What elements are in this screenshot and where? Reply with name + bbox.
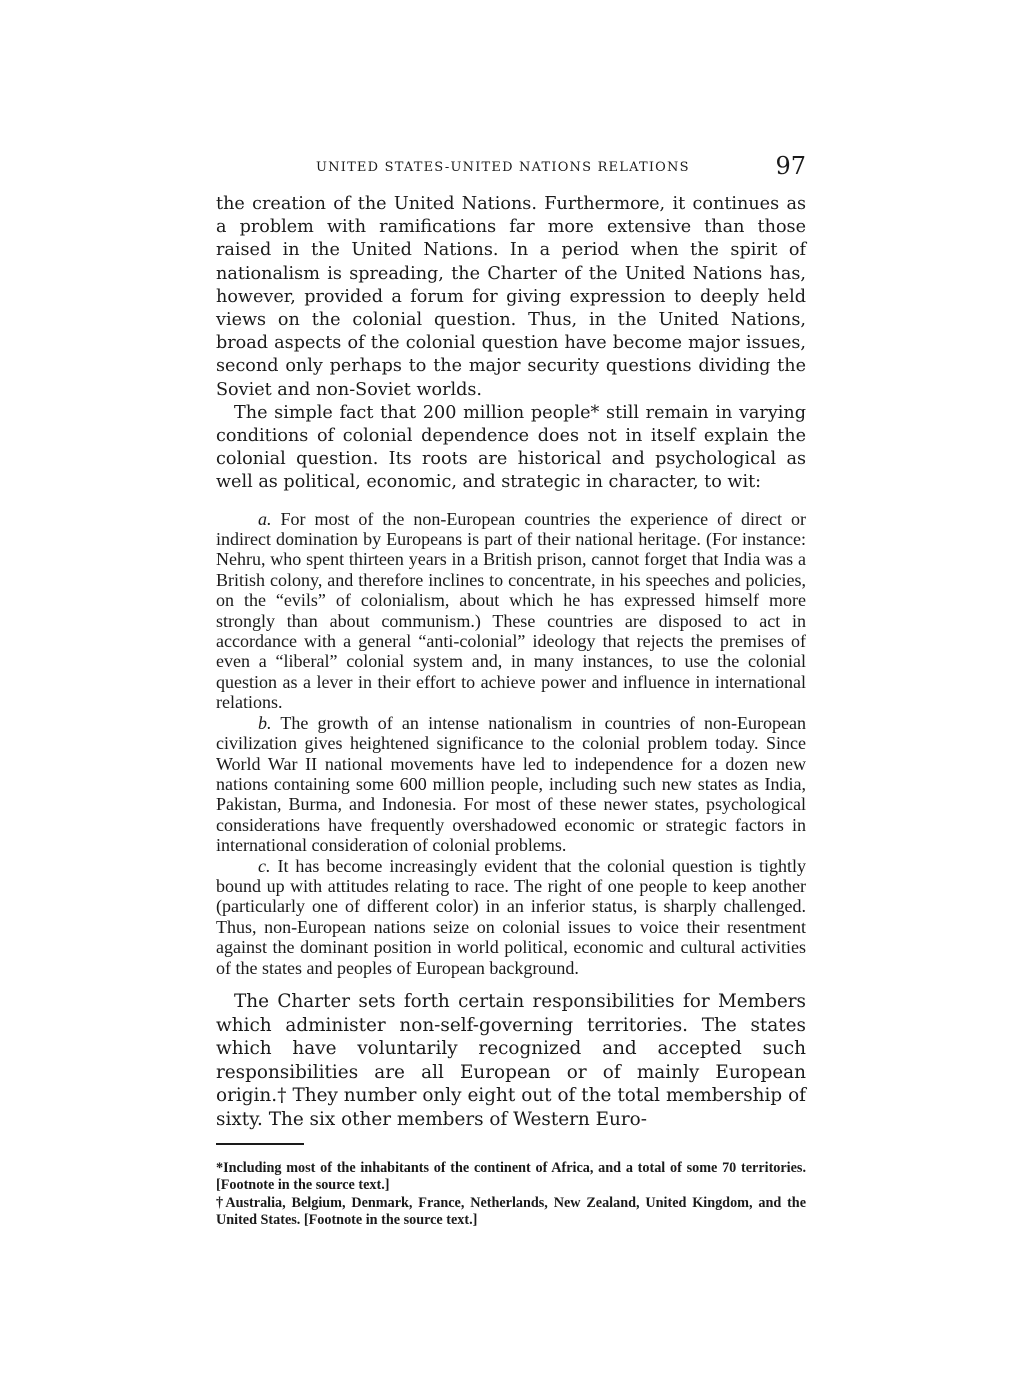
list-marker-c: c. bbox=[258, 855, 271, 876]
list-marker-a: a. bbox=[258, 508, 272, 529]
list-text-c: It has become increasingly evident that the colonial question is tightly bound up with attitudes relating to race. The right of one people to keep another (particularly one of different color) in an inferior status, is sharply challenged. Thus, non-European nations seize on colonial issues to voice their resentment against the dominant position in world political, economic and cultural activities of the states and peoples of European background. bbox=[216, 855, 806, 978]
closing-section bbox=[216, 990, 806, 1132]
list-item-c bbox=[216, 856, 806, 978]
footnote-1: *Including most of the inhabitants of the continent of Africa, and a total of some 70 territories. [Footnote in the source text.] bbox=[216, 1160, 806, 1193]
footnote-rule bbox=[216, 1143, 304, 1145]
paragraph-2: The simple fact that 200 million people* still remain in varying conditions of colonial dependence does not in itself explain the colonial question. Its roots are historical and psychological as well as political, economic, and strategic in character, to wit: bbox=[216, 402, 806, 493]
footnote-2: †Australia, Belgium, Denmark, France, Netherlands, New Zealand, United Kingdom, and the United States. [Footnote in the source text.] bbox=[216, 1195, 806, 1228]
running-head: UNITED STATES-UNITED NATIONS RELATIONS bbox=[316, 160, 690, 175]
page-number: 97 bbox=[775, 152, 806, 180]
list-text-a: For most of the non-European countries the experience of direct or indirect domination by Europeans is part of their national heritage. (For instance: Nehru, who spent thirteen years in a British prison, cannot forget that India was a British colony, and therefore inclines to concentrate, in his speeches and policies, on the “evils” of colonialism, about which he has expressed himself more strongly than about communism.) These countries are disposed to act in accordance with a general “anti-colonial” ideology that rejects the premises of even a “liberal” colonial system and, in many instances, to use the colonial question as a lever in their effort to achieve power and influence in international relations. bbox=[216, 508, 806, 713]
closing-paragraph: The Charter sets forth certain responsibilities for Members which administer non-self-governing territories. The states which have voluntarily recognized and accepted such responsibilities are all European or of mainly European origin.† They number only eight out of the total membership of sixty. The six other members of Western Euro- bbox=[216, 990, 806, 1130]
footnotes bbox=[216, 1160, 806, 1230]
paragraph-1: the creation of the United Nations. Furthermore, it continues as a problem with ramifications far more extensive than those raised in the United Nations. In a period when the spirit of nationalism is spreading, the Charter of the United Nations has, however, provided a forum for giving expression to deeply held views on the colonial question. Thus, in the United Nations, broad aspects of the colonial question have become major issues, second only perhaps to the major security questions dividing the Soviet and non-Soviet worlds. bbox=[216, 194, 806, 400]
list-item-b bbox=[216, 713, 806, 856]
page-header bbox=[216, 152, 806, 184]
list-text-b: The growth of an intense nationalism in countries of non-European civilization gives heightened significance to the colonial problem today. Since World War II national movements have led to independence for a dozen new nations containing some 600 million people, including such new states as India, Pakistan, Burma, and Indonesia. For most of these newer states, psychological considerations have frequently overshadowed economic or strategic factors in international consideration of colonial problems. bbox=[216, 712, 806, 856]
point-list bbox=[216, 509, 806, 978]
list-marker-b: b. bbox=[258, 712, 272, 733]
body-text bbox=[216, 193, 806, 1132]
list-item-a bbox=[216, 509, 806, 713]
